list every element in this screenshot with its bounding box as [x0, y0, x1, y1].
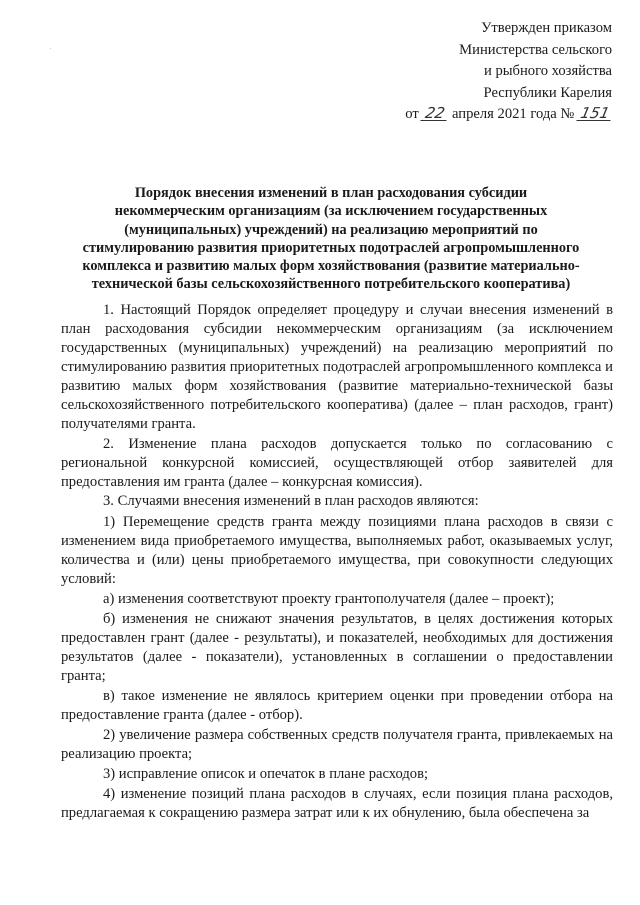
paragraph-item-a: а) изменения соответствуют проекту грантополучателя (далее – проект);: [103, 590, 555, 607]
paragraph-2: 2. Изменение плана расходов допускается только по согласованию с региональной конкурсной комиссией, осуществляющей отбор заявителей для предоставления им гранта (далее – конкурсная комиссия).: [61, 436, 613, 491]
approval-line-3: и рыбного хозяйства: [483, 63, 612, 79]
approval-date-prefix: от: [405, 106, 419, 122]
approval-date-line: [405, 104, 612, 126]
title-line: стимулированию развития приоритетных подотраслей агропромышленного: [82, 239, 580, 256]
handwritten-day: 22: [421, 106, 450, 121]
title-line: (муниципальных) учреждений) на реализацию мероприятий по: [124, 221, 538, 238]
document-title: [50, 184, 612, 294]
title-line: некоммерческим организациям (за исключением государственных: [114, 203, 548, 220]
approval-month-year: апреля 2021 года №: [452, 106, 575, 122]
title-line: комплекса и развитию малых форм хозяйствования (развитие материально-: [82, 258, 580, 275]
approval-block: [405, 18, 612, 126]
paragraph-3: 3. Случаями внесения изменений в план расходов являются:: [103, 493, 479, 510]
paragraph-item-4: 4) изменение позиций плана расходов в случаях, если позиция плана расходов, предлагаемая к сокращению размера затрат или к их обнулению, была обеспечена за: [61, 786, 613, 822]
approval-line-2: Министерства сельского: [459, 41, 612, 58]
scan-speck: [50, 48, 51, 49]
paragraph-item-3: 3) исправление описок и опечаток в плане расходов;: [103, 766, 429, 783]
paragraph-item-v: в) такое изменение не являлось критерием оценки при проведении отбора на предоставление гранта (далее - отбор).: [61, 687, 613, 723]
handwritten-order-number: 151: [576, 106, 613, 121]
paragraph-1: 1. Настоящий Порядок определяет процедуру и случаи внесения изменений в план расходования субсидии некоммерческим организациям (за исключением государственных (муниципальных) учреждений) на реализацию мероприятий по стимулированию развития приоритетных подотраслей агропромышленного комплекса и развитию малых форм хозяйствования (развитие материально-технической базы сельскохозяйственного потребительского кооператива) (далее – план расходов, грант) получателями гранта.: [61, 302, 613, 433]
title-line: технической базы сельскохозяйственного потребительского кооператива): [91, 276, 571, 293]
document-body: [61, 301, 613, 823]
title-line: Порядок внесения изменений в план расходования субсидии: [134, 185, 528, 201]
approval-line-1: Утвержден приказом: [481, 20, 612, 36]
approval-line-4: Республики Карелия: [483, 84, 612, 101]
paragraph-item-1: 1) Перемещение средств гранта между позициями плана расходов в связи с изменением вида приобретаемого имущества, выполняемых работ, оказываемых услуг, количества и (или) цены приобретаемого имущества, при совокупности следующих условий:: [61, 513, 613, 587]
paragraph-item-2: 2) увеличение размера собственных средств получателя гранта, привлекаемых на реализацию проекта;: [61, 727, 613, 763]
paragraph-item-b: б) изменения не снижают значения результатов, в целях достижения которых предоставлен грант (далее - результаты), и показателей, необходимых для достижения результатов (далее - показатели), установленных в соглашении о предоставлении гранта;: [61, 610, 613, 684]
